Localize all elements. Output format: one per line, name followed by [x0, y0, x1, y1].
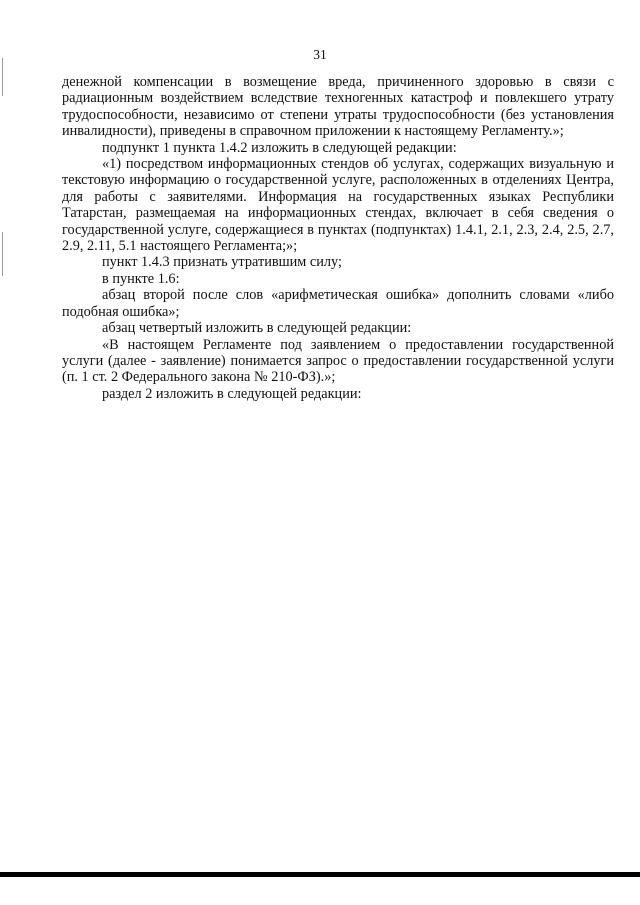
paragraph-subpoint-1: подпункт 1 пункта 1.4.2 изложить в следующей редакции:: [102, 139, 457, 156]
paragraph-section-2: раздел 2 изложить в следующей редакции:: [102, 385, 362, 402]
paragraph-point-1-4-3: пункт 1.4.3 признать утратившим силу;: [102, 254, 342, 271]
document-body: [62, 74, 614, 402]
paragraph-compensation: денежной компенсации в возмещение вреда, причиненного здоровью в связи с радиационным воздействием вследствие техногенных катастроф и повлекшего утрату трудоспособности, независимо от степени утраты трудоспособности (без установления инвалидности), приведены в справочном приложении к настоящему Регламенту.»;: [62, 74, 614, 140]
page-number: 31: [313, 47, 327, 62]
paragraph-fourth-abzac: абзац четвертый изложить в следующей редакции:: [102, 320, 412, 337]
scan-bottom-edge: [0, 872, 640, 877]
paragraph-application-definition: «В настоящем Регламенте под заявлением о предоставлении государственной услуги (далее - заявление) понимается запрос о предоставлении государственной услуги (п. 1 ст. 2 Федерального закона № 210-ФЗ).»;: [62, 336, 614, 386]
scan-edge-mark: [2, 232, 3, 276]
scan-edge-mark: [2, 58, 3, 96]
paragraph-info-stands: «1) посредством информационных стендов об услугах, содержащих визуальную и текстовую информацию о государственной услуге, расположенных в отделениях Центра, для работы с заявителями. Информация на государственных языках Республики Татарстан, размещаемая на информационных стендах, включает в себя сведения о государственной услуге, содержащиеся в пунктах (подпунктах) 1.4.1, 2.1, 2.3, 2.4, 2.5, 2.7, 2.9, 2.11, 5.1 настоящего Регламента;»;: [62, 156, 614, 255]
paragraph-point-1-6: в пункте 1.6:: [102, 270, 180, 287]
paragraph-second-abzac: абзац второй после слов «арифметическая ошибка» дополнить словами «либо подобная ошибка»;: [62, 287, 614, 320]
